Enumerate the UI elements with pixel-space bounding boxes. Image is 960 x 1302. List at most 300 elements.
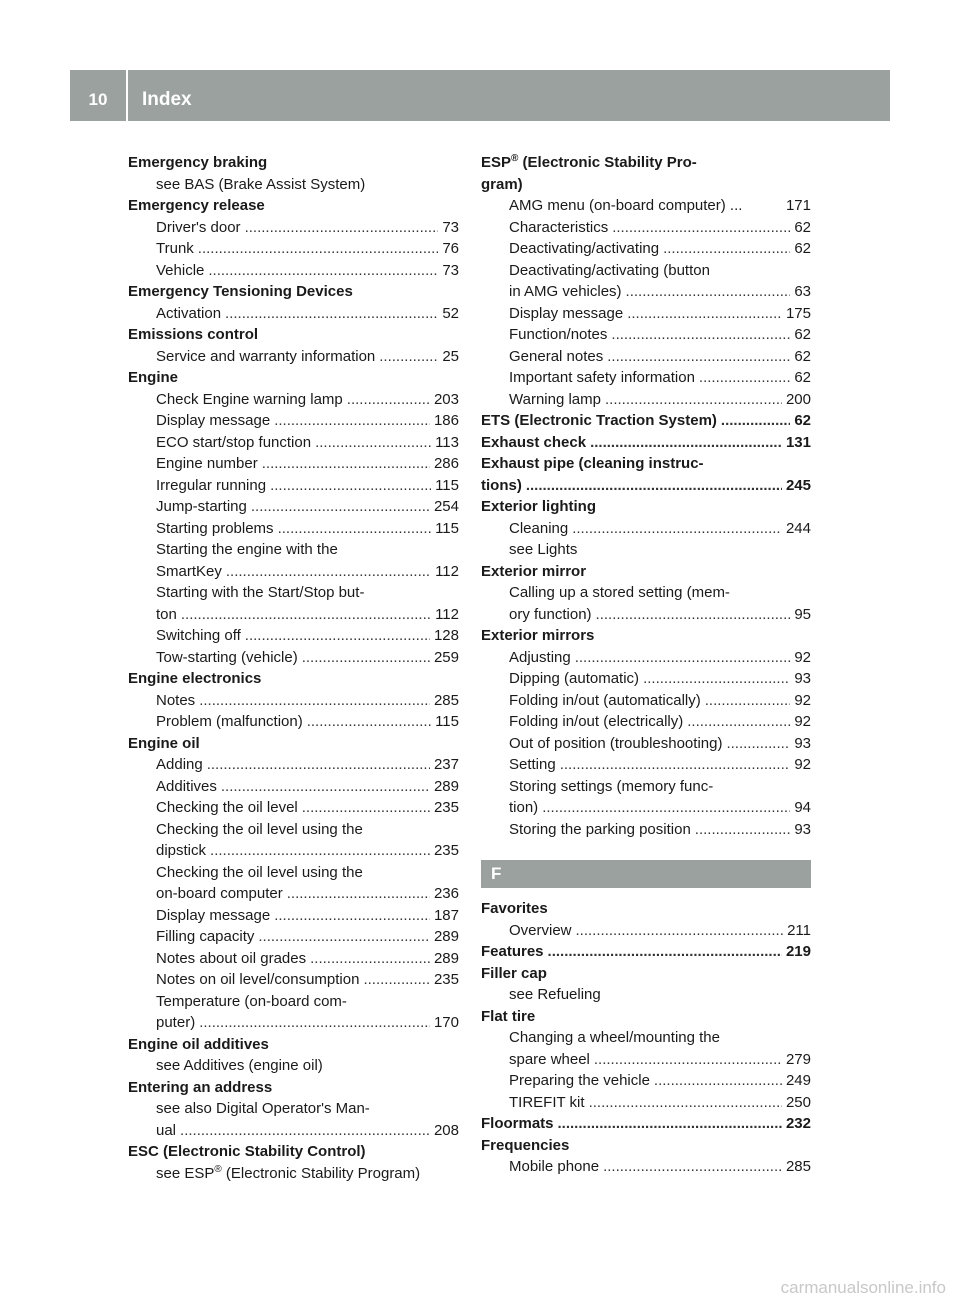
index-entry [481,1092,811,1114]
entry-label: Storing the parking position [509,820,691,838]
entry-label: see Additives (engine oil) [156,1057,323,1074]
entry-label: Deactivating/activating (button [509,261,710,279]
leader-dots [270,475,431,497]
index-entry [481,539,811,561]
leader-dots [596,604,791,626]
leader-dots [526,475,782,497]
entry-label: Exterior mirror [481,562,587,580]
page-ref[interactable]: 203 [433,390,459,408]
index-entry [481,303,811,325]
index-entry [128,991,459,1013]
entry-label: Service and warranty information [156,347,376,365]
index-heading [481,1006,811,1028]
index-heading [128,367,459,389]
page-ref[interactable]: 76 [442,240,459,257]
index-heading [128,324,459,346]
page-ref[interactable]: 249 [785,1072,811,1089]
page-ref[interactable]: 112 [435,562,459,580]
page-ref[interactable]: 62 [794,240,811,257]
page-ref[interactable]: 93 [794,734,811,752]
page-ref[interactable]: 92 [794,756,811,773]
page-ref[interactable]: 92 [794,648,811,666]
entry-label: Driver's door [156,218,241,236]
index-entry [128,217,459,239]
index-entry [481,324,811,346]
entry-label: Emissions control [128,326,259,343]
entry-label: Activation [156,304,222,322]
registered-mark: ® [214,1163,222,1175]
leader-dots [726,733,790,755]
index-entry [481,647,811,669]
entry-label: Checking the oil level using the [156,863,363,881]
page-ref[interactable]: 62 [794,369,811,386]
index-entry [481,604,811,626]
entry-label: Important safety information [509,369,695,386]
entry-label: tion) [509,799,539,816]
entry-label: Frequencies [481,1136,570,1154]
leader-dots [274,905,430,927]
entry-label: Checking the oil level [156,799,298,816]
page-ref[interactable]: 289 [433,949,459,967]
leader-dots [208,260,438,282]
index-heading [128,1034,459,1056]
leader-dots [590,432,782,454]
entry-label: Calling up a stored setting (mem- [509,584,730,601]
entry-label: spare wheel [509,1050,590,1068]
index-entry [481,281,811,303]
index-heading [128,152,459,174]
index-entry [128,1055,459,1077]
entry-label: Features [481,943,544,960]
entry-label: Adjusting [509,648,571,666]
index-entry [128,926,459,948]
leader-dots [278,518,432,540]
entry-label: Warning lamp [509,390,601,408]
index-entry [481,367,811,389]
entry-label: ory function) [509,605,592,623]
leader-dots [576,920,784,942]
entry-label: Setting [509,756,556,773]
leader-dots [572,518,782,540]
entry-label: Vehicle [156,261,205,279]
entry-label: AMG menu (on-board computer) ... [509,197,743,214]
entry-label-cont: (Electronic Stability Pro- [518,154,697,171]
entry-label: Engine number [156,455,258,472]
index-heading [481,941,811,963]
page-ref[interactable]: 112 [435,605,459,623]
entry-label: Trunk [156,240,194,257]
index-heading [481,432,811,454]
entry-label: Out of position (troubleshooting) [509,734,723,752]
index-heading [128,195,459,217]
entry-label: Engine electronics [128,670,262,687]
entry-label: Emergency Tensioning Devices [128,283,353,300]
entry-label: Exterior mirrors [481,627,595,644]
page-ref[interactable]: 285 [785,1158,811,1175]
index-entry [128,819,459,841]
leader-dots [605,389,782,411]
leader-dots [315,432,431,454]
page-number: 10 [88,90,108,109]
entry-label: TIREFIT kit [509,1093,585,1111]
entry-label: dipstick [156,842,207,859]
index-entry [128,582,459,604]
index-entry [481,797,811,819]
index-entry [481,668,811,690]
page-ref[interactable]: 245 [785,476,811,494]
page-ref[interactable]: 92 [794,713,811,730]
page-ref[interactable]: 186 [433,412,459,429]
entry-label: ESP [481,154,512,171]
index-entry [128,389,459,411]
page-ref[interactable]: 236 [433,885,459,902]
leader-dots [302,647,430,669]
leader-dots [558,1113,782,1135]
index-heading [481,1135,811,1157]
leader-dots [307,711,431,733]
entry-label: Entering an address [128,1078,273,1096]
page-ref[interactable]: 235 [433,799,459,816]
entry-label: Dipping (automatic) [509,670,640,687]
leader-dots [225,303,438,325]
page-ref[interactable]: 93 [794,820,811,838]
leader-dots [612,217,790,239]
index-entry [128,432,459,454]
entry-label: Overview [509,921,572,939]
index-entry [128,711,459,733]
entry-label: Temperature (on-board com- [156,992,347,1010]
index-entry [481,217,811,239]
leader-dots [226,561,431,583]
entry-label: Cleaning [509,519,569,537]
entry-label: Problem (malfunction) [156,713,303,730]
index-entry [128,174,459,196]
entry-label: ual [156,1121,177,1139]
index-heading [481,898,811,920]
leader-dots [687,711,790,733]
page-ref[interactable]: 171 [785,197,811,214]
leader-dots [643,668,790,690]
index-entry [128,518,459,540]
entry-label: Check Engine warning lamp [156,390,343,408]
leader-dots [548,941,782,963]
entry-label: Emergency release [128,197,265,214]
index-entry [128,303,459,325]
index-entry [481,733,811,755]
index-entry [128,1012,459,1034]
index-entry [128,690,459,712]
section-letter: F [491,864,502,883]
page-ref[interactable]: 279 [785,1050,811,1068]
leader-dots [607,346,790,368]
entry-label: see Lights [509,541,578,558]
page-ref[interactable]: 62 [794,412,811,429]
page-ref[interactable]: 259 [433,648,459,666]
entry-label: Exterior lighting [481,498,597,515]
index-entry [481,754,811,776]
index-heading [128,1077,459,1099]
index-entry [481,195,811,217]
entry-label: Preparing the vehicle [509,1072,650,1089]
header-divider [126,70,128,121]
entry-label: Filler cap [481,964,547,982]
index-entry [481,389,811,411]
index-heading [481,625,811,647]
index-entry [128,410,459,432]
index-heading [481,963,811,985]
index-entry [128,969,459,991]
page-ref[interactable]: 237 [433,756,459,773]
index-entry [481,582,811,604]
entry-label: SmartKey [156,562,222,580]
index-entry [481,260,811,282]
entry-label: puter) [156,1014,196,1031]
entry-label-cont: (Electronic Stability Program) [221,1164,421,1182]
leader-dots [258,926,430,948]
leader-dots [198,238,439,260]
leader-dots [654,1070,782,1092]
index-entry [128,862,459,884]
leader-dots [302,797,430,819]
page-ref[interactable]: 286 [433,455,459,472]
index-heading [128,733,459,755]
page-ref[interactable]: 208 [433,1121,459,1139]
index-entry [481,920,811,942]
leader-dots [611,324,790,346]
leader-dots [274,410,430,432]
entry-label: Function/notes [509,326,608,343]
index-column-left [128,152,459,1184]
page-ref[interactable]: 250 [785,1093,811,1111]
page-ref[interactable]: 211 [787,921,811,939]
page-title: Index [142,89,192,110]
entry-label: Notes on oil level/consumption [156,971,360,988]
index-entry [128,496,459,518]
leader-dots [310,948,430,970]
entry-label: Starting problems [156,519,274,537]
entry-label: Tow-starting (vehicle) [156,648,298,666]
entry-label: Deactivating/activating [509,240,660,257]
entry-label: Engine oil additives [128,1035,269,1053]
leader-dots [287,883,430,905]
index-heading [481,152,811,174]
page-ref[interactable]: 131 [785,433,811,451]
index-entry [128,797,459,819]
page-ref[interactable]: 200 [785,390,811,408]
index-entry [128,604,459,626]
page-ref[interactable]: 170 [433,1014,459,1031]
entry-label: Engine oil [128,734,200,752]
watermark: carmanualsonline.info [780,1278,946,1297]
entry-label: tions) [481,476,522,494]
entry-label: Jump-starting [156,498,247,515]
page-ref[interactable]: 187 [433,906,459,924]
index-entry [128,561,459,583]
index-entry [481,1070,811,1092]
index-entry [481,238,811,260]
index-entry [128,647,459,669]
leader-dots [594,1049,782,1071]
entry-label: see ESP [156,1164,215,1182]
page-ref[interactable]: 63 [794,283,811,300]
leader-dots [199,690,430,712]
page-ref[interactable]: 219 [785,943,811,960]
page-ref[interactable]: 285 [433,691,459,709]
leader-dots [603,1156,782,1178]
leader-dots [575,647,791,669]
page-ref[interactable]: 254 [433,498,459,515]
entry-label: Folding in/out (electrically) [509,713,684,730]
leader-dots [705,690,791,712]
entry-label: Display message [156,412,271,429]
entry-label: gram) [481,175,523,193]
page-ref[interactable]: 289 [433,777,459,795]
leader-dots [251,496,430,518]
entry-label: Engine [128,369,179,386]
page-ref[interactable]: 73 [442,218,459,236]
index-entry [128,625,459,647]
entry-label: Display message [509,304,624,322]
index-entry [128,840,459,862]
index-entry [128,1098,459,1120]
index-entry [481,776,811,798]
entry-label: Characteristics [509,218,609,236]
entry-label: in AMG vehicles) [509,283,622,300]
index-entry [481,346,811,368]
leader-dots [210,840,430,862]
entry-label: Mobile phone [509,1158,600,1175]
leader-dots [262,453,430,475]
leader-dots [347,389,430,411]
section-letter-bar [481,860,811,888]
leader-dots [207,754,430,776]
index-heading [481,496,811,518]
index-entry [128,883,459,905]
entry-label: Storing settings (memory func- [509,777,714,795]
index-entry [128,1120,459,1142]
leader-dots [589,1092,782,1114]
leader-dots [663,238,790,260]
index-entry [128,475,459,497]
leader-dots [379,346,438,368]
entry-label: Checking the oil level using the [156,820,363,838]
leader-dots [363,969,430,991]
leader-dots [245,625,430,647]
entry-label: Floormats [481,1115,554,1132]
index-entry [481,690,811,712]
page-ref[interactable]: 92 [794,691,811,709]
index-entry [481,1049,811,1071]
leader-dots [180,1120,430,1142]
page-ref[interactable]: 62 [794,218,811,236]
page-ref[interactable]: 115 [435,519,459,537]
page-ref[interactable]: 94 [794,799,811,816]
entry-label: ESC (Electronic Stability Control) [128,1143,366,1160]
leader-dots [721,410,790,432]
entry-label: Changing a wheel/mounting the [509,1029,720,1046]
page-ref[interactable]: 128 [433,627,459,644]
page-ref[interactable]: 115 [435,713,459,730]
page-ref[interactable]: 25 [442,347,459,365]
entry-label: Exhaust check [481,433,587,451]
entry-label: Irregular running [156,476,267,494]
leader-dots [245,217,439,239]
index-heading [481,1113,811,1135]
page-ref[interactable]: 289 [433,928,459,945]
entry-label: Folding in/out (automatically) [509,691,701,709]
entry-label: Starting with the Start/Stop but- [156,584,365,601]
index-entry [481,1156,811,1178]
index-heading [128,281,459,303]
index-entry [128,776,459,798]
index-entry [128,453,459,475]
leader-dots [560,754,791,776]
entry-label: see BAS (Brake Assist System) [156,175,366,193]
entry-label: ton [156,605,177,623]
index-entry [128,238,459,260]
index-entry [128,905,459,927]
page-ref[interactable]: 73 [442,261,459,279]
entry-label: Emergency braking [128,154,268,171]
page-ref[interactable]: 52 [442,304,459,322]
entry-label: Filling capacity [156,928,255,945]
page-ref[interactable]: 62 [794,347,811,365]
entry-label: ETS (Electronic Traction System) [481,412,717,429]
index-heading [128,668,459,690]
index-heading [481,475,811,497]
page-ref[interactable]: 244 [785,519,811,537]
entry-label: Switching off [156,627,241,644]
page-ref[interactable]: 235 [433,971,459,988]
entry-label: see Refueling [509,986,601,1003]
index-heading [481,561,811,583]
leader-dots [199,1012,430,1034]
entry-label: Additives [156,777,217,795]
page-ref[interactable]: 175 [785,304,811,322]
page-ref[interactable]: 62 [794,326,811,343]
page-ref[interactable]: 232 [785,1115,811,1132]
page-ref[interactable]: 113 [435,433,459,451]
index-entry [128,1163,459,1185]
entry-label: Starting the engine with the [156,541,338,558]
entry-label: Exhaust pipe (cleaning instruc- [481,455,704,472]
entry-label: on-board computer [156,885,283,902]
leader-dots [695,819,791,841]
leader-dots [221,776,430,798]
page-ref[interactable]: 115 [435,476,459,494]
leader-dots [181,604,431,626]
index-entry [128,948,459,970]
index-entry [481,518,811,540]
index-heading [481,410,811,432]
index-entry [481,711,811,733]
page-ref[interactable]: 95 [794,605,811,623]
page-header [70,70,890,121]
page-ref[interactable]: 235 [433,842,459,859]
entry-label: General notes [509,347,604,365]
index-heading [481,174,811,196]
index-heading [128,1141,459,1163]
index-column-right [481,152,811,1178]
index-heading [481,453,811,475]
entry-label: ECO start/stop function [156,433,312,451]
leader-dots [542,797,790,819]
page-ref[interactable]: 93 [794,670,811,687]
index-entry [128,539,459,561]
index-entry [481,819,811,841]
entry-label: Notes [156,691,196,709]
registered-mark: ® [511,153,519,164]
